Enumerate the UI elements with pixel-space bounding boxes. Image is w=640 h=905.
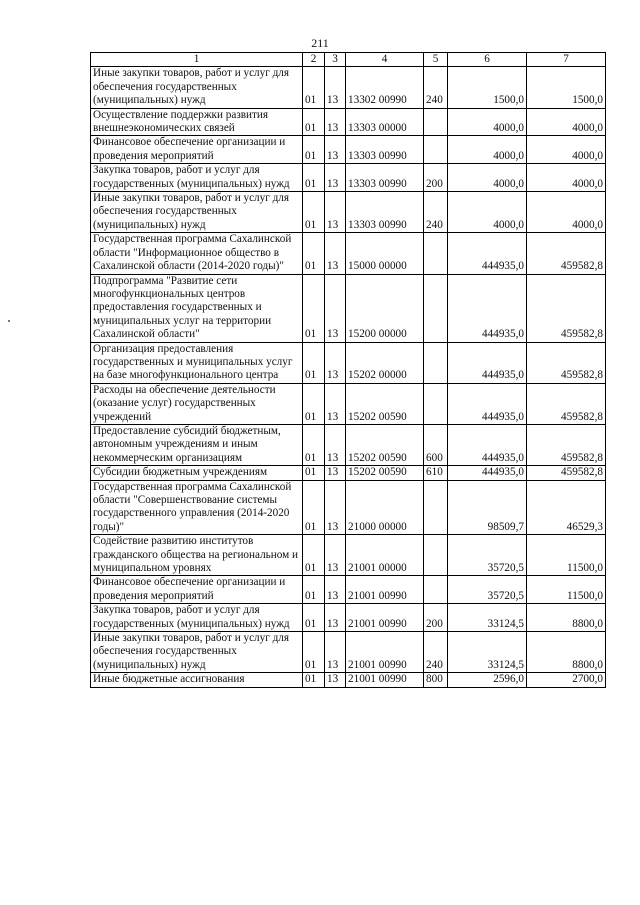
row-amount-col7: 459582,8 xyxy=(527,383,606,424)
row-expense-type: 600 xyxy=(424,424,448,465)
row-section: 01 xyxy=(303,274,325,342)
row-name: Осуществление поддержки развития внешнеэкономических связей xyxy=(91,108,303,136)
row-name: Финансовое обеспечение организации и проведения мероприятий xyxy=(91,576,303,604)
row-subsection: 13 xyxy=(325,67,346,108)
table-row xyxy=(91,342,606,383)
row-section: 01 xyxy=(303,342,325,383)
row-subsection: 13 xyxy=(325,164,346,192)
row-expense-type: 240 xyxy=(424,67,448,108)
row-amount-col6: 444935,0 xyxy=(448,383,527,424)
row-expense-type: 200 xyxy=(424,604,448,632)
row-amount-col7: 459582,8 xyxy=(527,233,606,274)
budget-table xyxy=(90,52,606,688)
row-section: 01 xyxy=(303,480,325,535)
row-amount-col7: 2700,0 xyxy=(527,673,606,687)
scan-speck xyxy=(8,320,10,322)
row-section: 01 xyxy=(303,424,325,465)
row-amount-col7: 459582,8 xyxy=(527,342,606,383)
row-expense-type xyxy=(424,342,448,383)
row-subsection: 13 xyxy=(325,136,346,164)
table-row xyxy=(91,67,606,108)
row-section: 01 xyxy=(303,535,325,576)
row-amount-col6: 4000,0 xyxy=(448,108,527,136)
column-header: 6 xyxy=(448,53,527,67)
table-row xyxy=(91,383,606,424)
row-amount-col6: 444935,0 xyxy=(448,342,527,383)
row-section: 01 xyxy=(303,673,325,687)
table-row xyxy=(91,164,606,192)
row-amount-col7: 11500,0 xyxy=(527,535,606,576)
row-amount-col6: 98509,7 xyxy=(448,480,527,535)
row-expense-type: 240 xyxy=(424,192,448,233)
row-section: 01 xyxy=(303,136,325,164)
row-amount-col6: 4000,0 xyxy=(448,192,527,233)
row-target-article: 15202 00590 xyxy=(346,466,424,480)
row-name: Иные закупки товаров, работ и услуг для обеспечения государственных (муниципальных) нужд xyxy=(91,67,303,108)
row-name: Закупка товаров, работ и услуг для государственных (муниципальных) нужд xyxy=(91,604,303,632)
row-subsection: 13 xyxy=(325,535,346,576)
row-amount-col7: 46529,3 xyxy=(527,480,606,535)
row-expense-type: 800 xyxy=(424,673,448,687)
table-row xyxy=(91,535,606,576)
row-target-article: 15200 00000 xyxy=(346,274,424,342)
row-name: Финансовое обеспечение организации и проведения мероприятий xyxy=(91,136,303,164)
row-name: Закупка товаров, работ и услуг для государственных (муниципальных) нужд xyxy=(91,164,303,192)
column-header: 2 xyxy=(303,53,325,67)
row-section: 01 xyxy=(303,233,325,274)
row-subsection: 13 xyxy=(325,192,346,233)
row-target-article: 21000 00000 xyxy=(346,480,424,535)
row-amount-col7: 4000,0 xyxy=(527,192,606,233)
row-subsection: 13 xyxy=(325,424,346,465)
row-section: 01 xyxy=(303,632,325,673)
row-amount-col6: 33124,5 xyxy=(448,604,527,632)
table-row xyxy=(91,466,606,480)
row-expense-type xyxy=(424,576,448,604)
row-section: 01 xyxy=(303,383,325,424)
row-subsection: 13 xyxy=(325,604,346,632)
row-subsection: 13 xyxy=(325,632,346,673)
row-section: 01 xyxy=(303,576,325,604)
table-row xyxy=(91,604,606,632)
table-row xyxy=(91,424,606,465)
row-amount-col6: 35720,5 xyxy=(448,576,527,604)
row-expense-type: 200 xyxy=(424,164,448,192)
row-target-article: 13302 00990 xyxy=(346,67,424,108)
table-row xyxy=(91,576,606,604)
row-amount-col6: 4000,0 xyxy=(448,164,527,192)
row-amount-col6: 444935,0 xyxy=(448,233,527,274)
row-amount-col7: 459582,8 xyxy=(527,466,606,480)
row-name: Организация предоставления государственных и муниципальных услуг на базе многофункционального центра xyxy=(91,342,303,383)
column-header: 1 xyxy=(91,53,303,67)
column-header: 5 xyxy=(424,53,448,67)
row-amount-col6: 33124,5 xyxy=(448,632,527,673)
row-amount-col6: 444935,0 xyxy=(448,466,527,480)
table-row xyxy=(91,274,606,342)
row-target-article: 15202 00590 xyxy=(346,424,424,465)
header-row xyxy=(91,53,606,67)
row-target-article: 13303 00000 xyxy=(346,108,424,136)
row-amount-col6: 444935,0 xyxy=(448,274,527,342)
table-row xyxy=(91,136,606,164)
column-header: 4 xyxy=(346,53,424,67)
row-section: 01 xyxy=(303,466,325,480)
row-amount-col7: 459582,8 xyxy=(527,274,606,342)
row-expense-type: 610 xyxy=(424,466,448,480)
row-subsection: 13 xyxy=(325,383,346,424)
table-row xyxy=(91,108,606,136)
row-section: 01 xyxy=(303,67,325,108)
row-amount-col7: 459582,8 xyxy=(527,424,606,465)
table-row xyxy=(91,233,606,274)
column-header: 7 xyxy=(527,53,606,67)
row-name: Иные закупки товаров, работ и услуг для обеспечения государственных (муниципальных) нужд xyxy=(91,192,303,233)
row-subsection: 13 xyxy=(325,576,346,604)
row-section: 01 xyxy=(303,164,325,192)
row-expense-type xyxy=(424,480,448,535)
row-amount-col7: 4000,0 xyxy=(527,108,606,136)
row-expense-type: 240 xyxy=(424,632,448,673)
row-amount-col6: 35720,5 xyxy=(448,535,527,576)
row-name: Иные бюджетные ассигнования xyxy=(91,673,303,687)
row-section: 01 xyxy=(303,192,325,233)
row-subsection: 13 xyxy=(325,342,346,383)
table-row xyxy=(91,673,606,687)
row-subsection: 13 xyxy=(325,466,346,480)
row-amount-col6: 4000,0 xyxy=(448,136,527,164)
row-subsection: 13 xyxy=(325,108,346,136)
row-name: Предоставление субсидий бюджетным, автономным учреждениям и иным некоммерческим организациям xyxy=(91,424,303,465)
row-subsection: 13 xyxy=(325,673,346,687)
table-row xyxy=(91,632,606,673)
row-target-article: 13303 00990 xyxy=(346,192,424,233)
table-row xyxy=(91,192,606,233)
page-number: 211 xyxy=(311,36,329,50)
row-subsection: 13 xyxy=(325,480,346,535)
row-amount-col6: 444935,0 xyxy=(448,424,527,465)
row-expense-type xyxy=(424,535,448,576)
row-target-article: 21001 00000 xyxy=(346,535,424,576)
row-expense-type xyxy=(424,233,448,274)
table-row xyxy=(91,480,606,535)
row-target-article: 15202 00590 xyxy=(346,383,424,424)
row-amount-col6: 1500,0 xyxy=(448,67,527,108)
row-target-article: 21001 00990 xyxy=(346,604,424,632)
row-expense-type xyxy=(424,383,448,424)
row-amount-col7: 4000,0 xyxy=(527,164,606,192)
row-target-article: 13303 00990 xyxy=(346,136,424,164)
row-subsection: 13 xyxy=(325,233,346,274)
row-amount-col7: 11500,0 xyxy=(527,576,606,604)
row-amount-col6: 2596,0 xyxy=(448,673,527,687)
row-expense-type xyxy=(424,108,448,136)
row-amount-col7: 1500,0 xyxy=(527,67,606,108)
row-name: Иные закупки товаров, работ и услуг для обеспечения государственных (муниципальных) нужд xyxy=(91,632,303,673)
row-amount-col7: 8800,0 xyxy=(527,604,606,632)
row-section: 01 xyxy=(303,604,325,632)
row-name: Субсидии бюджетным учреждениям xyxy=(91,466,303,480)
row-target-article: 21001 00990 xyxy=(346,576,424,604)
row-target-article: 13303 00990 xyxy=(346,164,424,192)
row-target-article: 21001 00990 xyxy=(346,632,424,673)
row-name: Государственная программа Сахалинской области "Информационное общество в Сахалинской области (2014-2020 годы)" xyxy=(91,233,303,274)
row-name: Подпрограмма "Развитие сети многофункциональных центров предоставления государственных и муниципальных услуг на территории Сахалинской области" xyxy=(91,274,303,342)
row-amount-col7: 8800,0 xyxy=(527,632,606,673)
row-section: 01 xyxy=(303,108,325,136)
row-name: Содействие развитию институтов гражданского общества на региональном и муниципальном уровнях xyxy=(91,535,303,576)
table-body xyxy=(91,67,606,687)
row-expense-type xyxy=(424,136,448,164)
row-target-article: 15202 00000 xyxy=(346,342,424,383)
column-header: 3 xyxy=(325,53,346,67)
row-name: Государственная программа Сахалинской области "Совершенствование системы государственного управления (2014-2020 годы)" xyxy=(91,480,303,535)
row-amount-col7: 4000,0 xyxy=(527,136,606,164)
row-name: Расходы на обеспечение деятельности (оказание услуг) государственных учреждений xyxy=(91,383,303,424)
row-subsection: 13 xyxy=(325,274,346,342)
row-target-article: 15000 00000 xyxy=(346,233,424,274)
row-target-article: 21001 00990 xyxy=(346,673,424,687)
row-expense-type xyxy=(424,274,448,342)
